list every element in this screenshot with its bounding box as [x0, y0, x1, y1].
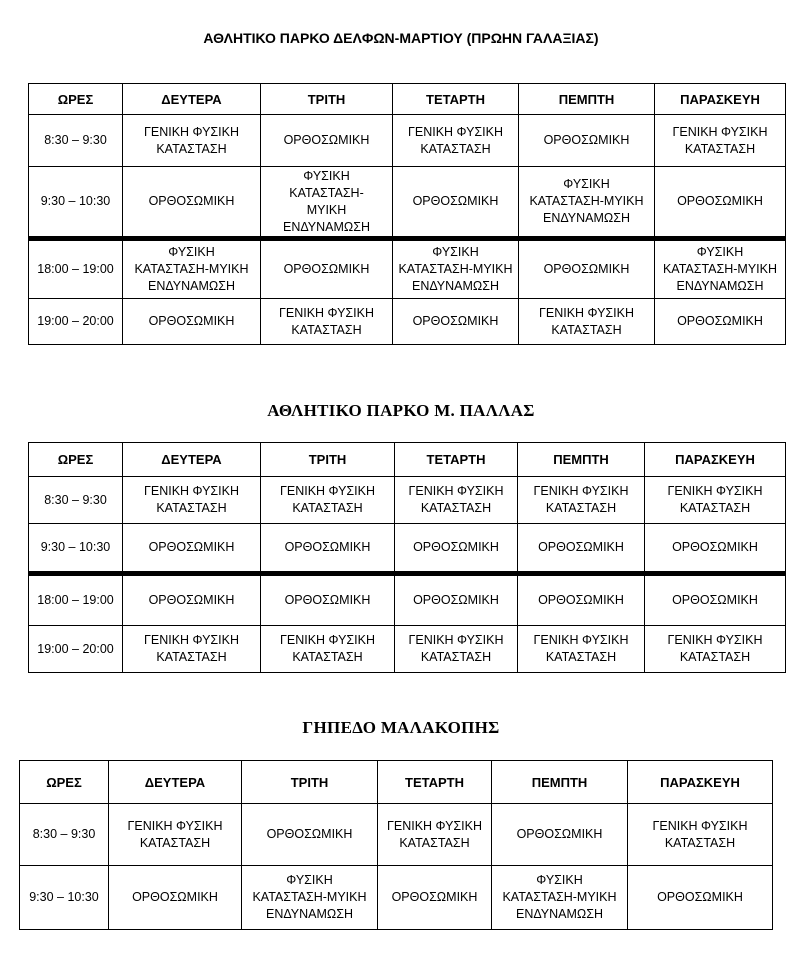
activity-cell: ΟΡΘΟΣΩΜΙΚΗ	[393, 299, 519, 345]
activity-cell: ΦΥΣΙΚΗ ΚΑΤΑΣΤΑΣΗ-ΜΥΙΚΗ ΕΝΔΥΝΑΜΩΣΗ	[655, 241, 786, 299]
header-tuesday: ΤΡΙΤΗ	[261, 84, 393, 115]
header-friday: ΠΑΡΑΣΚΕΥΗ	[628, 761, 773, 804]
activity-cell: ΟΡΘΟΣΩΜΙΚΗ	[519, 241, 655, 299]
activity-cell: ΟΡΘΟΣΩΜΙΚΗ	[645, 524, 786, 572]
activity-cell: ΓΕΝΙΚΗ ΦΥΣΙΚΗ ΚΑΤΑΣΤΑΣΗ	[261, 626, 395, 673]
activity-cell: ΟΡΘΟΣΩΜΙΚΗ	[628, 866, 773, 930]
time-cell: 18:00 – 19:00	[29, 576, 123, 626]
header-wednesday: ΤΕΤΑΡΤΗ	[395, 443, 518, 477]
table-row	[20, 804, 773, 866]
activity-cell: ΓΕΝΙΚΗ ΦΥΣΙΚΗ ΚΑΤΑΣΤΑΣΗ	[519, 299, 655, 345]
section-title-malakopi: ΓΗΠΕΔΟ ΜΑΛΑΚΟΠΗΣ	[302, 718, 500, 737]
activity-cell: ΟΡΘΟΣΩΜΙΚΗ	[109, 866, 242, 930]
table-row	[29, 576, 786, 626]
table-header-row	[29, 84, 786, 115]
time-cell: 9:30 – 10:30	[20, 866, 109, 930]
activity-cell: ΟΡΘΟΣΩΜΙΚΗ	[395, 576, 518, 626]
header-tuesday: ΤΡΙΤΗ	[261, 443, 395, 477]
activity-cell: ΟΡΘΟΣΩΜΙΚΗ	[123, 299, 261, 345]
activity-cell: ΦΥΣΙΚΗ ΚΑΤΑΣΤΑΣΗ-ΜΥΙΚΗ ΕΝΔΥΝΑΜΩΣΗ	[242, 866, 378, 930]
activity-cell: ΟΡΘΟΣΩΜΙΚΗ	[655, 167, 786, 237]
activity-cell: ΓΕΝΙΚΗ ΦΥΣΙΚΗ ΚΑΤΑΣΤΑΣΗ	[395, 626, 518, 673]
header-hours: ΩΡΕΣ	[20, 761, 109, 804]
time-cell: 8:30 – 9:30	[29, 115, 123, 167]
activity-cell: ΓΕΝΙΚΗ ΦΥΣΙΚΗ ΚΑΤΑΣΤΑΣΗ	[645, 477, 786, 524]
table-row	[29, 241, 786, 299]
activity-cell: ΟΡΘΟΣΩΜΙΚΗ	[261, 115, 393, 167]
activity-cell: ΓΕΝΙΚΗ ΦΥΣΙΚΗ ΚΑΤΑΣΤΑΣΗ	[378, 804, 492, 866]
header-thursday: ΠΕΜΠΤΗ	[492, 761, 628, 804]
time-cell: 9:30 – 10:30	[29, 167, 123, 237]
activity-cell: ΓΕΝΙΚΗ ΦΥΣΙΚΗ ΚΑΤΑΣΤΑΣΗ	[655, 115, 786, 167]
activity-cell: ΦΥΣΙΚΗ ΚΑΤΑΣΤΑΣΗ-ΜΥΙΚΗ ΕΝΔΥΝΑΜΩΣΗ	[519, 167, 655, 237]
time-cell: 19:00 – 20:00	[29, 299, 123, 345]
header-monday: ΔΕΥΤΕΡΑ	[123, 443, 261, 477]
header-wednesday: ΤΕΤΑΡΤΗ	[378, 761, 492, 804]
activity-cell: ΟΡΘΟΣΩΜΙΚΗ	[378, 866, 492, 930]
activity-cell: ΟΡΘΟΣΩΜΙΚΗ	[242, 804, 378, 866]
time-cell: 9:30 – 10:30	[29, 524, 123, 572]
header-monday: ΔΕΥΤΕΡΑ	[123, 84, 261, 115]
time-cell: 8:30 – 9:30	[20, 804, 109, 866]
table-row	[29, 167, 786, 237]
table-row	[29, 524, 786, 572]
activity-cell: ΟΡΘΟΣΩΜΙΚΗ	[395, 524, 518, 572]
header-tuesday: ΤΡΙΤΗ	[242, 761, 378, 804]
table-row	[29, 477, 786, 524]
activity-cell: ΓΕΝΙΚΗ ΦΥΣΙΚΗ ΚΑΤΑΣΤΑΣΗ	[395, 477, 518, 524]
activity-cell: ΦΥΣΙΚΗ ΚΑΤΑΣΤΑΣΗ- ΜΥΙΚΗ ΕΝΔΥΝΑΜΩΣΗ	[261, 167, 393, 237]
time-cell: 8:30 – 9:30	[29, 477, 123, 524]
header-hours: ΩΡΕΣ	[29, 84, 123, 115]
activity-cell: ΟΡΘΟΣΩΜΙΚΗ	[261, 576, 395, 626]
schedule-table-malakopi	[19, 760, 773, 930]
activity-cell: ΓΕΝΙΚΗ ΦΥΣΙΚΗ ΚΑΤΑΣΤΑΣΗ	[628, 804, 773, 866]
header-thursday: ΠΕΜΠΤΗ	[519, 84, 655, 115]
table-row	[29, 299, 786, 345]
activity-cell: ΓΕΝΙΚΗ ΦΥΣΙΚΗ ΚΑΤΑΣΤΑΣΗ	[518, 626, 645, 673]
activity-cell: ΓΕΝΙΚΗ ΦΥΣΙΚΗ ΚΑΤΑΣΤΑΣΗ	[123, 477, 261, 524]
activity-cell: ΟΡΘΟΣΩΜΙΚΗ	[261, 524, 395, 572]
activity-cell: ΟΡΘΟΣΩΜΙΚΗ	[645, 576, 786, 626]
table-row	[29, 626, 786, 673]
table-header-row	[29, 443, 786, 477]
activity-cell: ΟΡΘΟΣΩΜΙΚΗ	[492, 804, 628, 866]
header-thursday: ΠΕΜΠΤΗ	[518, 443, 645, 477]
activity-cell: ΓΕΝΙΚΗ ΦΥΣΙΚΗ ΚΑΤΑΣΤΑΣΗ	[109, 804, 242, 866]
activity-cell: ΟΡΘΟΣΩΜΙΚΗ	[123, 167, 261, 237]
activity-cell: ΟΡΘΟΣΩΜΙΚΗ	[655, 299, 786, 345]
activity-cell: ΟΡΘΟΣΩΜΙΚΗ	[261, 241, 393, 299]
activity-cell: ΓΕΝΙΚΗ ΦΥΣΙΚΗ ΚΑΤΑΣΤΑΣΗ	[123, 115, 261, 167]
time-cell: 19:00 – 20:00	[29, 626, 123, 673]
activity-cell: ΟΡΘΟΣΩΜΙΚΗ	[519, 115, 655, 167]
header-wednesday: ΤΕΤΑΡΤΗ	[393, 84, 519, 115]
activity-cell: ΦΥΣΙΚΗ ΚΑΤΑΣΤΑΣΗ-ΜΥΙΚΗ ΕΝΔΥΝΑΜΩΣΗ	[393, 241, 519, 299]
activity-cell: ΟΡΘΟΣΩΜΙΚΗ	[518, 576, 645, 626]
activity-cell: ΟΡΘΟΣΩΜΙΚΗ	[393, 167, 519, 237]
schedule-table-pallas	[28, 442, 786, 673]
header-friday: ΠΑΡΑΣΚΕΥΗ	[655, 84, 786, 115]
table-row	[20, 866, 773, 930]
table-row	[29, 115, 786, 167]
schedule-table-delfon	[28, 83, 786, 345]
section-title-pallas: ΑΘΛΗΤΙΚΟ ΠΑΡΚΟ Μ. ΠΑΛΛΑΣ	[267, 401, 535, 420]
activity-cell: ΓΕΝΙΚΗ ΦΥΣΙΚΗ ΚΑΤΑΣΤΑΣΗ	[393, 115, 519, 167]
section-title-delfon: ΑΘΛΗΤΙΚΟ ΠΑΡΚΟ ΔΕΛΦΩΝ-ΜΑΡΤΙΟΥ (ΠΡΩΗΝ ΓΑΛΑΞΙΑΣ)	[203, 30, 599, 46]
activity-cell: ΓΕΝΙΚΗ ΦΥΣΙΚΗ ΚΑΤΑΣΤΑΣΗ	[261, 477, 395, 524]
activity-cell: ΓΕΝΙΚΗ ΦΥΣΙΚΗ ΚΑΤΑΣΤΑΣΗ	[261, 299, 393, 345]
activity-cell: ΟΡΘΟΣΩΜΙΚΗ	[518, 524, 645, 572]
time-cell: 18:00 – 19:00	[29, 241, 123, 299]
activity-cell: ΟΡΘΟΣΩΜΙΚΗ	[123, 576, 261, 626]
header-monday: ΔΕΥΤΕΡΑ	[109, 761, 242, 804]
activity-cell: ΟΡΘΟΣΩΜΙΚΗ	[123, 524, 261, 572]
header-hours: ΩΡΕΣ	[29, 443, 123, 477]
header-friday: ΠΑΡΑΣΚΕΥΗ	[645, 443, 786, 477]
activity-cell: ΦΥΣΙΚΗ ΚΑΤΑΣΤΑΣΗ-ΜΥΙΚΗ ΕΝΔΥΝΑΜΩΣΗ	[492, 866, 628, 930]
activity-cell: ΓΕΝΙΚΗ ΦΥΣΙΚΗ ΚΑΤΑΣΤΑΣΗ	[123, 626, 261, 673]
activity-cell: ΓΕΝΙΚΗ ΦΥΣΙΚΗ ΚΑΤΑΣΤΑΣΗ	[645, 626, 786, 673]
activity-cell: ΦΥΣΙΚΗ ΚΑΤΑΣΤΑΣΗ-ΜΥΙΚΗ ΕΝΔΥΝΑΜΩΣΗ	[123, 241, 261, 299]
table-header-row	[20, 761, 773, 804]
activity-cell: ΓΕΝΙΚΗ ΦΥΣΙΚΗ ΚΑΤΑΣΤΑΣΗ	[518, 477, 645, 524]
